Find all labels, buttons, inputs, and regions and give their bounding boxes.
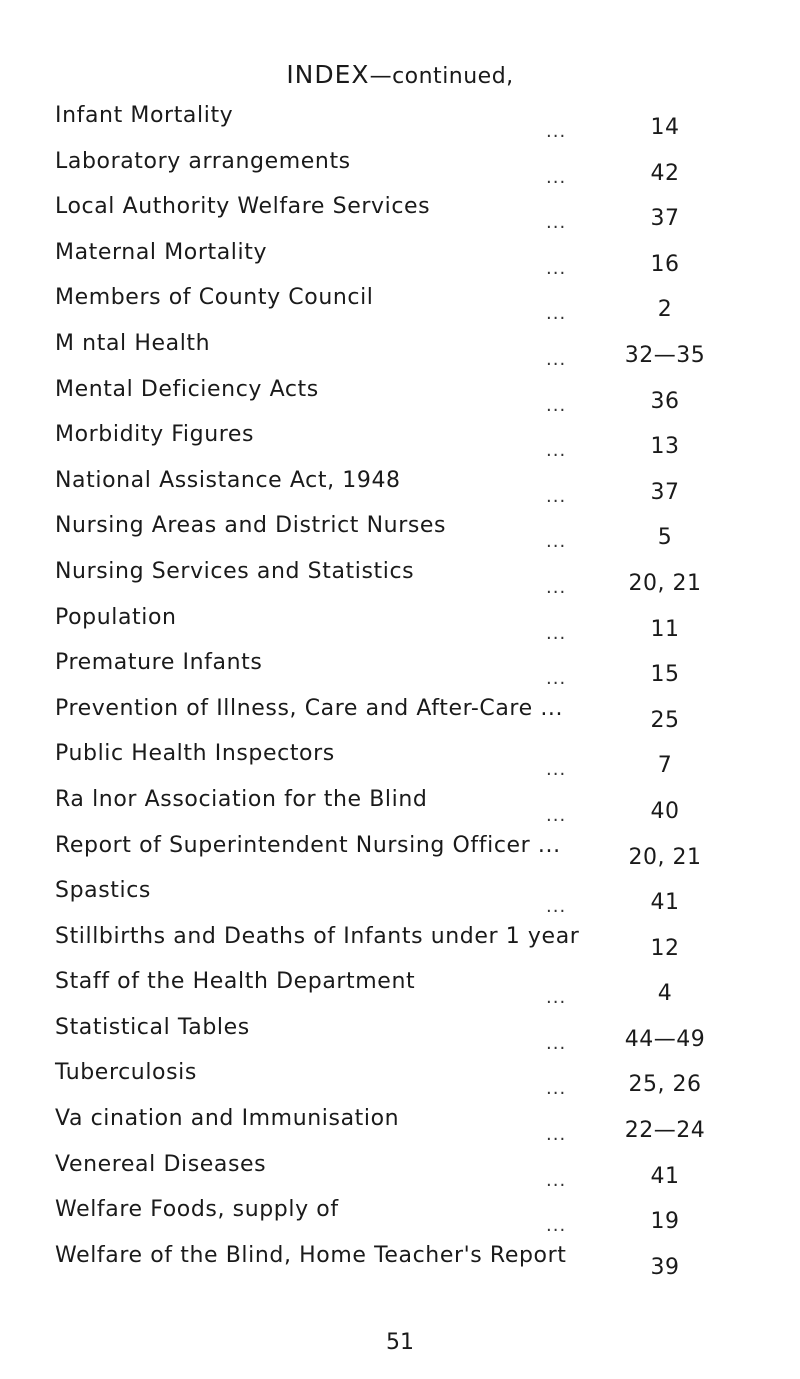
entry-leader-dots: ... — [546, 987, 567, 1009]
entry-label: Spastics — [55, 878, 151, 904]
entry-leader-dots: ... — [546, 440, 567, 462]
page-number: 51 — [386, 1330, 414, 1355]
entry-pages: 20, 21 — [628, 570, 702, 596]
entry-pages: 40 — [650, 798, 680, 824]
entry-label: Statistical Tables — [55, 1014, 250, 1040]
entry-pages: 2 — [657, 297, 673, 323]
index-entry — [0, 285, 800, 331]
entry-label: Public Health Inspectors — [55, 741, 335, 767]
entry-leader-dots: ... — [546, 303, 567, 325]
entry-label: Maternal Mortality — [55, 239, 268, 265]
entry-label: Welfare of the Blind, Home Teacher's Report — [55, 1242, 567, 1268]
entry-pages: 32—35 — [624, 342, 706, 368]
entry-pages: 7 — [657, 753, 673, 779]
index-entry — [0, 1152, 800, 1198]
entry-label: Infant Mortality — [55, 103, 234, 128]
entry-pages: 12 — [650, 935, 680, 961]
index-entry — [0, 787, 800, 833]
entry-label: Venereal Diseases — [55, 1151, 267, 1177]
entry-leader-dots: ... — [546, 1169, 567, 1191]
entry-label: Nursing Areas and District Nurses — [55, 513, 447, 539]
entry-label: Premature Infants — [55, 650, 263, 676]
entry-leader-dots: ... — [546, 896, 567, 918]
index-entry — [0, 741, 800, 787]
index-heading-rest: —continued, — [369, 64, 514, 89]
index-heading-main: INDEX — [286, 60, 370, 89]
entry-pages: 41 — [650, 1163, 680, 1189]
entry-pages: 11 — [650, 616, 680, 642]
entry-label: Population — [55, 604, 177, 630]
entry-leader-dots: ... — [546, 804, 567, 826]
entry-label: Ra lnor Association for the Blind — [55, 786, 428, 812]
index-entry — [0, 605, 800, 651]
entry-leader-dots: ... — [546, 166, 567, 188]
entry-pages: 39 — [650, 1254, 680, 1280]
entry-leader-dots: ... — [546, 531, 567, 553]
entry-pages: 22—24 — [624, 1118, 706, 1144]
index-entry — [0, 833, 800, 879]
index-entry — [0, 969, 800, 1015]
index-entry — [0, 559, 800, 605]
entry-pages: 15 — [650, 662, 680, 688]
entry-label: Nursing Services and Statistics — [55, 558, 415, 584]
entry-pages: 37 — [650, 479, 680, 505]
entry-label: Local Authority Welfare Services — [55, 194, 431, 220]
index-entry — [0, 468, 800, 514]
entry-label: National Assistance Act, 1948 — [55, 467, 401, 493]
entry-leader-dots: ... — [546, 1215, 567, 1237]
index-entry — [0, 331, 800, 377]
index-entry — [0, 650, 800, 696]
entry-pages: 14 — [650, 115, 680, 140]
entry-pages: 20, 21 — [628, 844, 702, 870]
entry-label: Report of Superintendent Nursing Officer ... — [55, 832, 561, 858]
index-entry — [0, 696, 800, 742]
entry-pages: 25 — [650, 707, 680, 733]
index-entry — [0, 1060, 800, 1106]
index-entry — [0, 878, 800, 924]
entry-leader-dots: ... — [546, 622, 567, 644]
entry-leader-dots: ... — [546, 759, 567, 781]
entry-label: Stillbirths and Deaths of Infants under 1 year — [55, 923, 580, 949]
index-entry — [0, 1015, 800, 1061]
index-entry — [0, 1197, 800, 1243]
entry-leader-dots: ... — [546, 1124, 567, 1146]
entry-leader-dots: ... — [546, 257, 567, 279]
entry-leader-dots: ... — [546, 394, 567, 416]
entry-pages: 5 — [657, 525, 673, 551]
entry-label: Mental Deficiency Acts — [55, 376, 319, 402]
entry-pages: 4 — [657, 981, 673, 1007]
entry-label: Tuberculosis — [55, 1060, 197, 1086]
entry-label: Staff of the Health Department — [55, 969, 416, 995]
index-entry — [0, 1106, 800, 1152]
entry-leader-dots: ... — [546, 1078, 567, 1100]
entry-pages: 36 — [650, 388, 680, 414]
entry-pages: 41 — [650, 890, 680, 916]
entry-label: Prevention of Illness, Care and After-Care ... — [55, 695, 564, 721]
index-entry — [0, 924, 800, 970]
entry-leader-dots: ... — [546, 348, 567, 370]
entry-leader-dots: ... — [546, 668, 567, 690]
entry-label: Welfare Foods, supply of — [55, 1197, 339, 1223]
entry-pages: 37 — [650, 206, 680, 232]
index-entry — [0, 194, 800, 240]
index-entry — [0, 422, 800, 468]
entry-leader-dots: ... — [546, 212, 567, 234]
entry-leader-dots: ... — [546, 1032, 567, 1054]
entry-pages: 44—49 — [624, 1026, 706, 1052]
index-entry — [0, 240, 800, 286]
index-entry — [0, 149, 800, 195]
entry-label: Members of County Council — [55, 285, 374, 311]
entry-pages: 13 — [650, 434, 680, 460]
entry-pages: 42 — [650, 160, 680, 186]
entry-leader-dots: ... — [546, 485, 567, 507]
entry-label: Va cination and Immunisation — [55, 1106, 400, 1132]
entry-label: Morbidity Figures — [55, 422, 255, 448]
index-entry — [0, 1243, 800, 1289]
index-entry — [0, 377, 800, 423]
index-heading — [0, 60, 800, 89]
index-entries — [0, 103, 800, 1288]
entry-leader-dots: ... — [546, 576, 567, 598]
entry-pages: 16 — [650, 251, 680, 277]
index-entry — [0, 513, 800, 559]
entry-pages: 25, 26 — [628, 1072, 702, 1098]
entry-leader-dots: ... — [546, 121, 567, 142]
entry-pages: 19 — [650, 1209, 680, 1235]
entry-label: M ntal Health — [55, 330, 211, 356]
entry-label: Laboratory arrangements — [55, 148, 351, 174]
index-entry — [0, 103, 800, 149]
